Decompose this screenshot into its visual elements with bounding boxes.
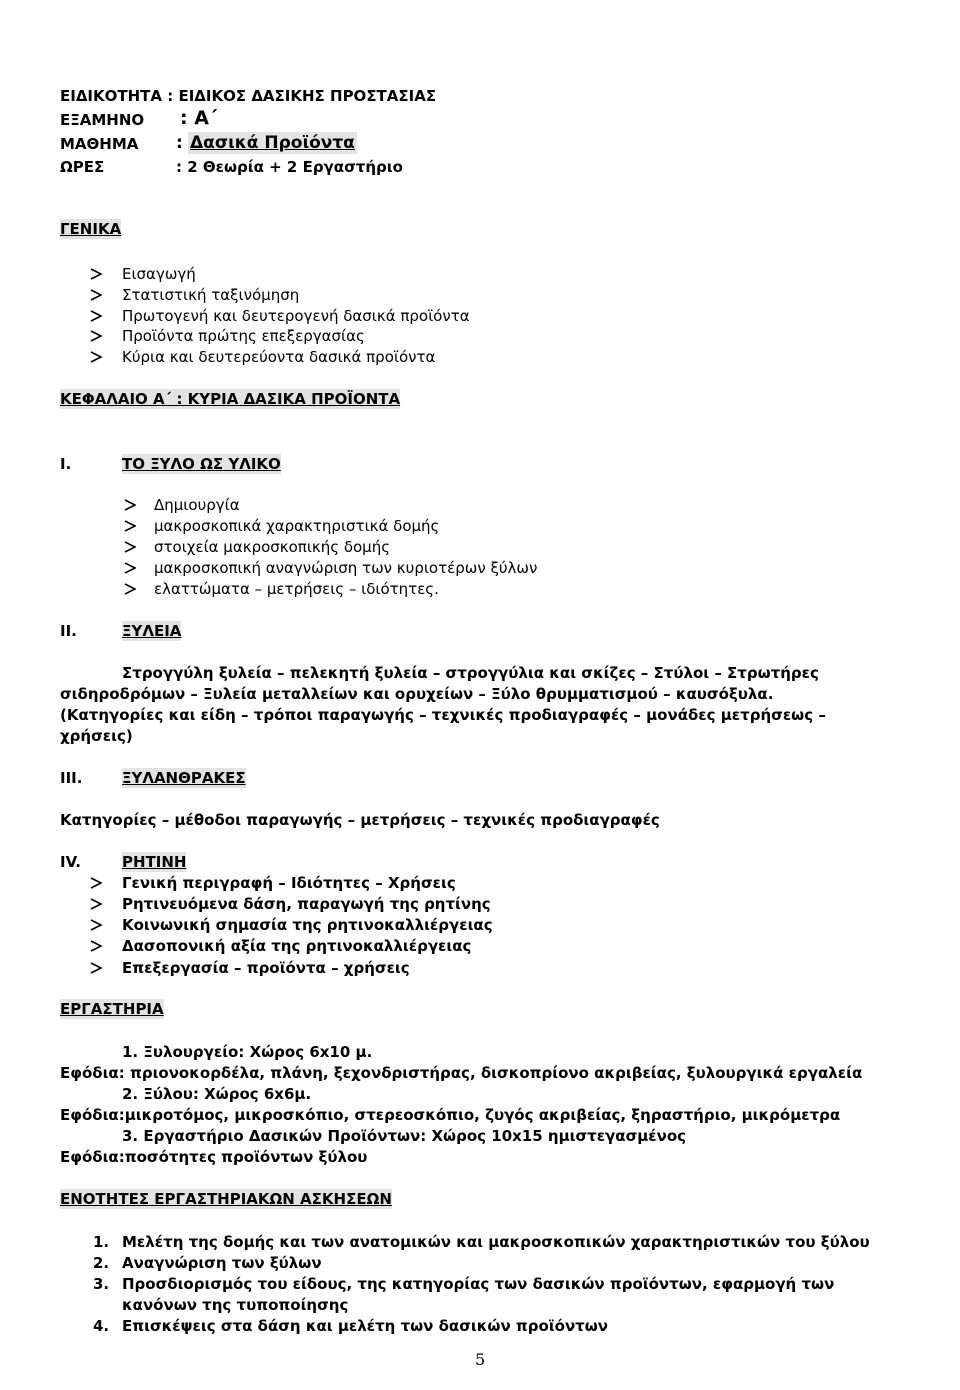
course-label: ΜΑΘΗΜΑ: [60, 135, 139, 153]
list-item: στοιχεία μακροσκοπικής δομής: [154, 538, 391, 556]
section-2-text-line: χρήσεις): [60, 727, 133, 745]
lab-units-title: ΕΝΟΤΗΤΕΣ ΕΡΓΑΣΤΗΡΙΑΚΩΝ ΑΣΚΗΣΕΩΝ: [60, 1190, 392, 1208]
list-item: Κοινωνική σημασία της ρητινοκαλλιέργειας: [122, 916, 493, 934]
section-2-title: ΞΥΛΕΙΑ: [122, 622, 182, 640]
section-4-numeral: IV.: [60, 853, 81, 871]
list-item: Ρητινευόμενα δάση, παραγωγή της ρητίνης: [122, 895, 491, 913]
hours-value: : 2 Θεωρία + 2 Εργαστήριο: [176, 158, 403, 176]
arrow-bullet-icon: [90, 285, 106, 305]
lab-line: 2. Ξύλου: Χώρος 6x6μ.: [122, 1085, 312, 1103]
list-item: Επεξεργασία – προϊόντα – χρήσεις: [122, 959, 410, 977]
section-3-numeral: III.: [60, 769, 83, 787]
general-title: ΓΕΝΙΚΑ: [60, 220, 122, 238]
arrow-bullet-icon: [124, 495, 140, 515]
list-item: μακροσκοπικά χαρακτηριστικά δομής: [154, 517, 440, 535]
list-item: Δημιουργία: [154, 496, 240, 514]
lab-unit-text: κανόνων της τυποποίησης: [122, 1296, 349, 1314]
section-3-title: ΞΥΛΑΝΘΡΑΚΕΣ: [122, 769, 246, 787]
section-1-title: ΤΟ ΞΥΛΟ ΩΣ ΥΛΙΚΟ: [122, 455, 281, 473]
list-item: Γενική περιγραφή – Ιδιότητες – Χρήσεις: [122, 874, 456, 892]
lab-line: 1. Ξυλουργείο: Χώρος 6x10 μ.: [122, 1043, 373, 1061]
lab-unit-number: 2.: [93, 1254, 110, 1272]
section-2-numeral: II.: [60, 622, 77, 640]
arrow-bullet-icon: [90, 306, 106, 326]
arrow-bullet-icon: [90, 326, 106, 346]
lab-unit-text: Επισκέψεις στα δάση και μελέτη των δασικών προϊόντων: [122, 1317, 608, 1335]
arrow-bullet-icon: [90, 894, 106, 914]
arrow-bullet-icon: [90, 936, 106, 956]
arrow-bullet-icon: [90, 915, 106, 935]
hours-label: ΩΡΕΣ: [60, 158, 105, 176]
arrow-bullet-icon: [90, 264, 106, 284]
lab-line: Εφόδια:ποσότητες προϊόντων ξύλου: [60, 1148, 368, 1166]
list-item: Πρωτογενή και δευτερογενή δασικά προϊόντα: [122, 307, 470, 325]
arrow-bullet-icon: [90, 347, 106, 367]
lab-line: 3. Εργαστήριο Δασικών Προϊόντων: Χώρος 10x15 ημιστεγασμένος: [122, 1127, 687, 1145]
chapter-a-title: ΚΕΦΑΛΑΙΟ Α΄ : ΚΥΡΙΑ ΔΑΣΙΚΑ ΠΡΟΪΟΝΤΑ: [60, 390, 401, 408]
list-item: μακροσκοπική αναγνώριση των κυριοτέρων ξύλων: [154, 559, 538, 577]
arrow-bullet-icon: [90, 958, 106, 978]
section-2-text-line: σιδηροδρόμων – Ξυλεία μεταλλείων και ορυχείων – Ξύλο θρυμματισμού – καυσόξυλα.: [60, 685, 774, 703]
list-item: Κύρια και δευτερεύοντα δασικά προϊόντα: [122, 348, 436, 366]
lab-unit-number: 3.: [93, 1275, 110, 1293]
section-3-text: Κατηγορίες – μέθοδοι παραγωγής – μετρήσεις – τεχνικές προδιαγραφές: [60, 811, 660, 829]
lab-line: Εφόδια: πριονοκορδέλα, πλάνη, ξεχονδριστήρας, δισκοπρίονο ακριβείας, ξυλουργικά εργαλεία: [60, 1064, 863, 1082]
section-2-text-line: (Κατηγορίες και είδη – τρόποι παραγωγής – τεχνικές προδιαγραφές – μονάδες μετρήσεως –: [60, 706, 826, 724]
lab-unit-text: Προσδιορισμός του είδους, της κατηγορίας των δασικών προϊόντων, εφαρμογή των: [122, 1275, 835, 1293]
arrow-bullet-icon: [124, 558, 140, 578]
arrow-bullet-icon: [124, 579, 140, 599]
labs-title: ΕΡΓΑΣΤΗΡΙΑ: [60, 1000, 164, 1018]
list-item: Στατιστική ταξινόμηση: [122, 286, 300, 304]
list-item: Προϊόντα πρώτης επεξεργασίας: [122, 327, 365, 345]
course-value: Δασικά Προϊόντα: [190, 133, 355, 153]
list-item: ελαττώματα – μετρήσεις – ιδιότητες.: [154, 580, 439, 598]
page-number: 5: [475, 1350, 486, 1369]
arrow-bullet-icon: [90, 873, 106, 893]
section-1-numeral: I.: [60, 455, 72, 473]
specialty-line: ΕΙΔΙΚΟΤΗΤΑ : ΕΙΔΙΚΟΣ ΔΑΣΙΚΗΣ ΠΡΟΣΤΑΣΙΑΣ: [60, 87, 437, 105]
lab-line: Εφόδια:μικροτόμος, μικροσκόπιο, στερεοσκόπιο, ζυγός ακριβείας, ξηραστήριο, μικρόμετρα: [60, 1106, 841, 1124]
section-4-title: ΡΗΤΙΝΗ: [122, 853, 187, 871]
lab-unit-text: Αναγνώριση των ξύλων: [122, 1254, 322, 1272]
semester-label: ΕΞΑΜΗΝΟ: [60, 111, 145, 129]
course-colon: :: [176, 133, 183, 153]
arrow-bullet-icon: [124, 516, 140, 536]
section-2-text-line: Στρογγύλη ξυλεία – πελεκητή ξυλεία – στρογγύλια και σκίζες – Στύλοι – Στρωτήρες: [122, 664, 819, 682]
list-item: Εισαγωγή: [122, 265, 196, 283]
lab-unit-number: 1.: [93, 1233, 110, 1251]
semester-value: : Α΄: [180, 107, 218, 129]
lab-unit-text: Μελέτη της δομής και των ανατομικών και μακροσκοπικών χαρακτηριστικών του ξύλου: [122, 1233, 870, 1251]
lab-unit-number: 4.: [93, 1317, 110, 1335]
list-item: Δασοπονική αξία της ρητινοκαλλιέργειας: [122, 937, 472, 955]
arrow-bullet-icon: [124, 537, 140, 557]
